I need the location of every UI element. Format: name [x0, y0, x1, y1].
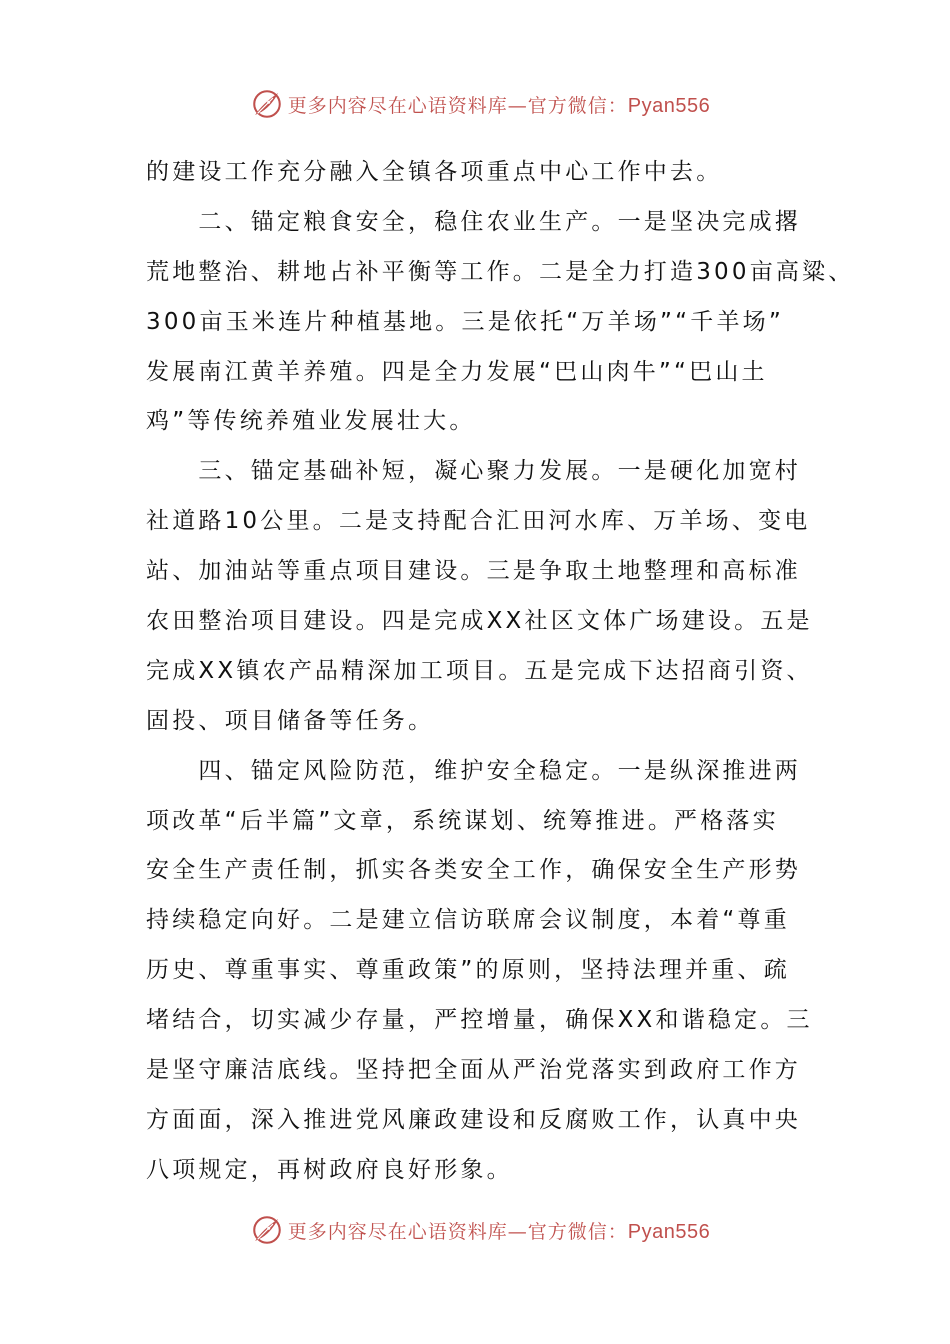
banner-text-cn: 更多内容尽在心语资料库—官方微信： — [287, 94, 628, 117]
text-line: 三、锚定基础补短，凝心聚力发展。一是硬化加宽村 — [146, 458, 801, 485]
text-line: 的建设工作充分融入全镇各项重点中心工作中去。 — [146, 159, 723, 185]
text-line: 固投、项目储备等任务。 — [146, 707, 435, 734]
text-line: 八项规定，再树政府良好形象。 — [146, 1156, 513, 1183]
text-line: 站、加油站等重点项目建设。三是争取土地整理和高标准 — [146, 558, 801, 585]
text-line: 社道路10公里。二是支持配合汇田河水库、万羊场、变电 — [146, 508, 811, 535]
text-line: 历史、尊重事实、尊重政策”的原则，坚持法理并重、疏 — [146, 957, 790, 984]
text-line: 发展南江黄羊养殖。四是全力发展“巴山肉牛”“巴山土 — [146, 358, 768, 385]
banner-wechat-id: Pyan556 — [627, 94, 711, 117]
text-line: 安全生产责任制，抓实各类安全工作，确保安全生产形势 — [146, 857, 801, 884]
text-line: 项改革“后半篇”文章，系统谋划、统筹推进。严格落实 — [146, 807, 779, 834]
header-watermark-banner — [0, 84, 950, 124]
banner-wechat-id: Pyan556 — [627, 1220, 711, 1243]
text-line: 300亩玉米连片种植基地。三是依托“万羊场”“千羊场” — [146, 308, 784, 335]
text-line: 完成XX镇农产品精深加工项目。五是完成下达招商引资、 — [146, 657, 813, 684]
pen-nib-logo-icon — [250, 1213, 284, 1247]
text-line: 四、锚定风险防范，维护安全稳定。一是纵深推进两 — [146, 757, 801, 784]
footer-watermark-banner — [0, 1210, 950, 1250]
text-line: 鸡”等传统养殖业发展壮大。 — [146, 408, 476, 435]
text-line: 荒地整治、耕地占补平衡等工作。二是全力打造300亩高粱、 — [146, 258, 855, 285]
text-line: 方面面，深入推进党风廉政建设和反腐败工作，认真中央 — [146, 1106, 801, 1133]
document-body — [146, 148, 855, 1196]
banner-text — [288, 1217, 710, 1244]
text-line: 二、锚定粮食安全，稳住农业生产。一是坚决完成撂 — [146, 208, 801, 235]
text-line: 农田整治项目建设。四是完成XX社区文体广场建设。五是 — [146, 608, 813, 635]
text-line: 堵结合，切实减少存量，严控增量，确保XX和谐稳定。三 — [146, 1007, 813, 1034]
text-line: 是坚守廉洁底线。坚持把全面从严治党落实到政府工作方 — [146, 1057, 801, 1084]
banner-text — [288, 91, 710, 118]
banner-text-cn: 更多内容尽在心语资料库—官方微信： — [287, 1220, 628, 1243]
pen-nib-logo-icon — [250, 87, 284, 121]
text-line: 持续稳定向好。二是建立信访联席会议制度，本着“尊重 — [146, 907, 790, 934]
